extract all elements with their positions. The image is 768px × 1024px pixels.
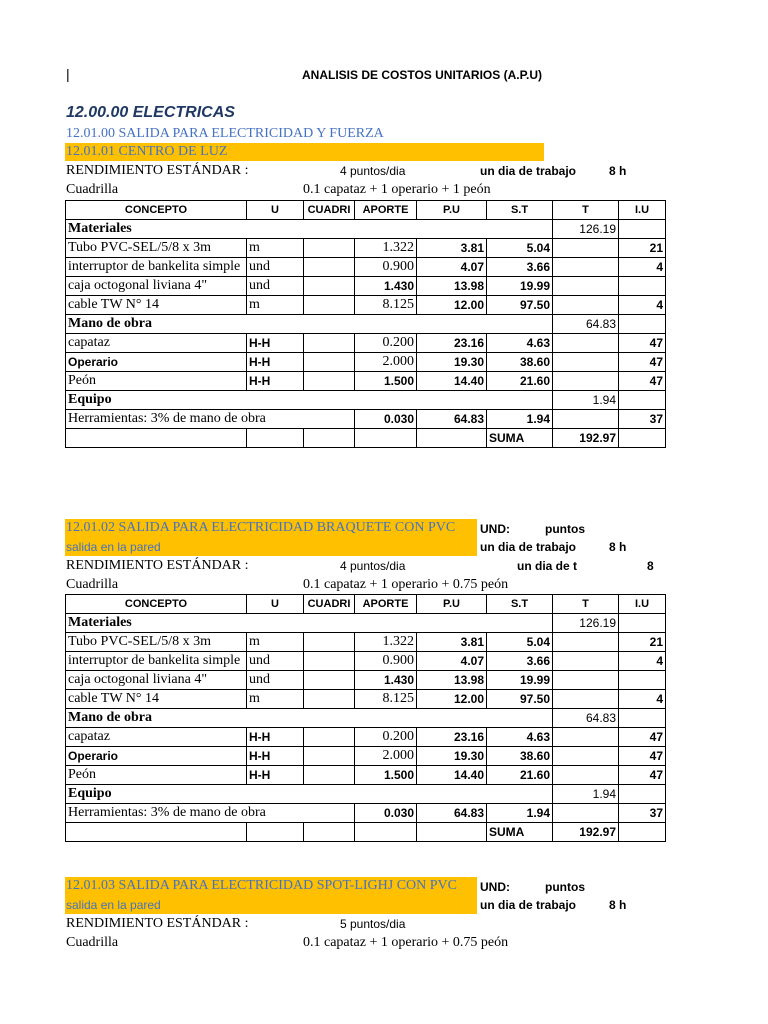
equipo-row <box>66 391 666 410</box>
equipo-label: Equipo <box>66 391 553 410</box>
table-row: interruptor de bankelita simple und 0.900 4.07 3.66 4 <box>66 258 666 277</box>
table-header-row <box>66 201 666 220</box>
block-3-und-value: puntos <box>545 880 585 894</box>
block-1-cost-table <box>65 200 666 448</box>
block-1-rendimiento-value: 4 puntos/dia <box>340 164 406 178</box>
block-2-cuadrilla-value: 0.1 capataz + 1 operario + 0.75 peón <box>303 577 509 592</box>
block-2-rendimiento-value: 4 puntos/dia <box>340 559 406 573</box>
materiales-total: 126.19 <box>553 220 619 239</box>
block-3-cuadrilla-label: Cuadrilla <box>66 935 119 950</box>
block-2-cuadrilla-label: Cuadrilla <box>66 577 119 592</box>
block-2-title: 12.01.02 SALIDA PARA ELECTRICIDAD BRAQUETE CON PVC <box>66 520 456 535</box>
block-2-cost-table <box>65 594 666 842</box>
table-row: capataz H-H 0.200 23.16 4.63 47 <box>66 728 666 747</box>
table-row: Peón H-H 1.500 14.40 21.60 47 <box>66 766 666 785</box>
materiales-row <box>66 220 666 239</box>
table-row: Tubo PVC-SEL/5/8 x 3m m 1.322 3.81 5.04 21 <box>66 239 666 258</box>
suma-total: 192.97 <box>553 429 619 448</box>
header-aporte: APORTE <box>355 201 417 220</box>
materiales-label: Materiales <box>66 220 553 239</box>
block-1-jornada-label: un dia de trabajo <box>480 164 577 178</box>
header-u: U <box>247 201 304 220</box>
header-st: S.T <box>487 201 553 220</box>
header-concepto: CONCEPTO <box>66 201 247 220</box>
section-title: 12.00.00 ELECTRICAS <box>66 104 235 121</box>
block-3-cuadrilla-value: 0.1 capataz + 1 operario + 0.75 peón <box>303 935 509 950</box>
table-row: Operario H-H 2.000 19.30 38.60 47 <box>66 353 666 372</box>
block-1-title: 12.01.01 CENTRO DE LUZ <box>66 144 228 159</box>
materiales-row: Materiales 126.19 <box>66 614 666 633</box>
table-row: caja octogonal liviana 4" und 1.430 13.98 19.99 <box>66 277 666 296</box>
table-row: Herramientas: 3% de mano de obra 0.030 64.83 1.94 37 <box>66 804 666 823</box>
table-row: cable TW N° 14 m 8.125 12.00 97.50 4 <box>66 296 666 315</box>
table-row: Herramientas: 3% de mano de obra 0.030 64.83 1.94 37 <box>66 410 666 429</box>
mano-obra-row <box>66 315 666 334</box>
table-row: interruptor de bankelita simple und 0.900 4.07 3.66 4 <box>66 652 666 671</box>
mano-obra-label: Mano de obra <box>66 315 553 334</box>
suma-row: SUMA 192.97 <box>66 823 666 842</box>
mano-obra-total: 64.83 <box>553 315 619 334</box>
cursor-mark: | <box>66 66 70 82</box>
table-header-row: CONCEPTO U CUADRI APORTE P.U S.T T I.U <box>66 595 666 614</box>
header-pu: P.U <box>417 201 487 220</box>
block-1-rendimiento-label: RENDIMIENTO ESTÁNDAR : <box>66 163 249 178</box>
block-2-und-value: puntos <box>545 522 585 536</box>
block-2-jornada-label: un dia de trabajo <box>480 540 577 554</box>
table-row: Operario H-H 2.000 19.30 38.60 47 <box>66 747 666 766</box>
header-t: T <box>553 201 619 220</box>
table-row: capataz H-H 0.200 23.16 4.63 47 <box>66 334 666 353</box>
block-2-rendimiento-label: RENDIMIENTO ESTÁNDAR : <box>66 558 249 573</box>
block-1-jornada-value: 8 h <box>609 164 627 178</box>
block-3-subtitle: salida en la pared <box>66 898 161 912</box>
header-iu: I.U <box>619 201 666 220</box>
block-2-subtitle: salida en la pared <box>66 540 161 554</box>
block-3-rendimiento-label: RENDIMIENTO ESTÁNDAR : <box>66 916 249 931</box>
block-2-jornada2-label: un dia de t <box>517 559 577 573</box>
block-3-jornada-value: 8 h <box>609 898 627 912</box>
block-1-cuadrilla-value: 0.1 capataz + 1 operario + 1 peón <box>303 182 491 197</box>
block-2-jornada-value: 8 h <box>609 540 627 554</box>
document-title: ANALISIS DE COSTOS UNITARIOS (A.P.U) <box>302 68 543 82</box>
block-2-jornada2-value: 8 <box>647 559 654 573</box>
block-3-jornada-label: un dia de trabajo <box>480 898 577 912</box>
group-title: 12.01.00 SALIDA PARA ELECTRICIDAD Y FUERZA <box>66 126 384 141</box>
equipo-row: Equipo 1.94 <box>66 785 666 804</box>
block-2-und-label: UND: <box>480 522 510 536</box>
equipo-total: 1.94 <box>553 391 619 410</box>
block-3-title: 12.01.03 SALIDA PARA ELECTRICIDAD SPOT-LIGHJ CON PVC <box>66 878 458 893</box>
suma-row <box>66 429 666 448</box>
table-row: Peón H-H 1.500 14.40 21.60 47 <box>66 372 666 391</box>
table-row: cable TW N° 14 m 8.125 12.00 97.50 4 <box>66 690 666 709</box>
block-3-und-label: UND: <box>480 880 510 894</box>
block-1-cuadrilla-label: Cuadrilla <box>66 182 119 197</box>
table-row: Tubo PVC-SEL/5/8 x 3m m 1.322 3.81 5.04 21 <box>66 633 666 652</box>
header-cuadri: CUADRI <box>304 201 355 220</box>
table-row: caja octogonal liviana 4" und 1.430 13.98 19.99 <box>66 671 666 690</box>
block-3-rendimiento-value: 5 puntos/dia <box>340 917 406 931</box>
mano-obra-row: Mano de obra 64.83 <box>66 709 666 728</box>
suma-label: SUMA <box>487 429 553 448</box>
